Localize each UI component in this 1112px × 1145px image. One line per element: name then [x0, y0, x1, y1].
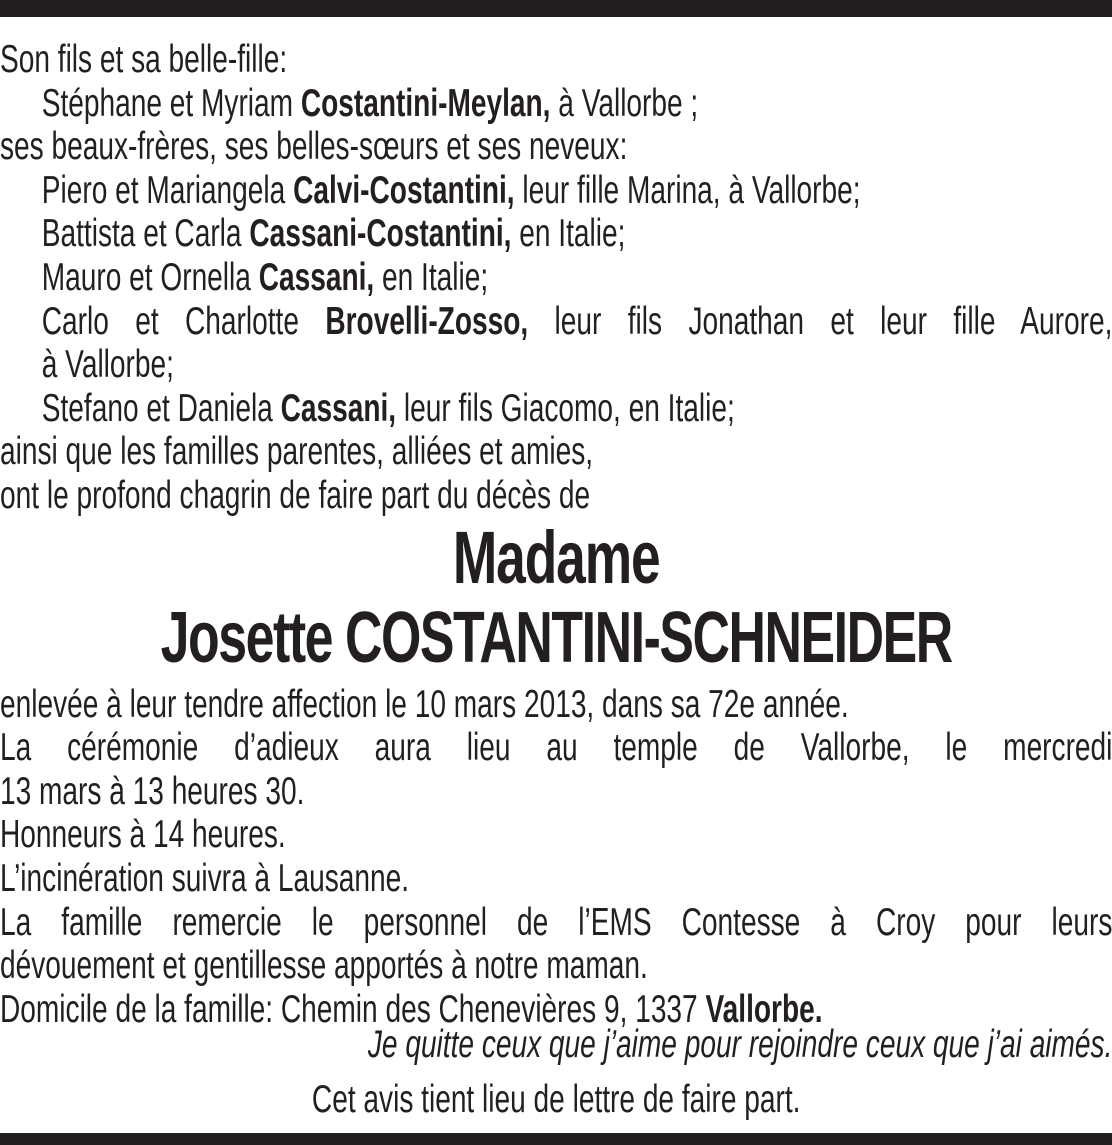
family-line — [0, 256, 1112, 300]
bottom-border-bar — [0, 1133, 1112, 1145]
line-segment: à Vallorbe ; — [550, 81, 699, 125]
line-segment: ont le profond chagrin de faire part du décès de — [0, 473, 591, 517]
line-segment: ainsi que les familles parentes, alliées et amies, — [0, 430, 594, 474]
memorial-quote: Je quitte ceux que j’aime pour rejoindre ceux que j’ai aimés. — [367, 1023, 1112, 1067]
line-segment: Carlo et Charlotte — [41, 299, 326, 343]
family-line — [0, 82, 1112, 126]
line-segment: en Italie; — [374, 255, 489, 299]
line-segment: enlevée à leur tendre affection le 10 mars 2013, dans sa 72e année. — [0, 682, 849, 726]
line-segment: 13 mars à 13 heures 30. — [0, 769, 305, 813]
family-line — [0, 125, 1112, 169]
line-segment: leur fils Giacomo, en Italie; — [396, 386, 735, 430]
family-surname: Cassani, — [258, 255, 375, 299]
line-segment: Mauro et Ornella — [41, 255, 259, 299]
deceased-title-block — [0, 515, 1112, 678]
line-segment: leur fils Jonathan et leur fille Aurore, — [528, 299, 1112, 343]
family-line — [0, 38, 1112, 82]
detail-line — [0, 726, 1112, 770]
family-line — [0, 343, 1112, 387]
line-segment: dévouement et gentillesse apportés à notre maman. — [0, 944, 648, 988]
family-surname: Cassani, — [280, 386, 397, 430]
line-segment: L’incinération suivra à Lausanne. — [0, 856, 410, 900]
detail-line — [0, 813, 1112, 857]
line-segment: Battista et Carla — [41, 212, 250, 256]
line-segment: Stefano et Daniela — [41, 386, 281, 430]
family-line — [0, 300, 1112, 344]
line-segment: Honneurs à 14 heures. — [0, 813, 286, 857]
line-segment: La cérémonie d’adieux aura lieu au temple de Vallorbe, le mercredi — [0, 726, 1112, 770]
family-line — [0, 169, 1112, 213]
closing-line: Cet avis tient lieu de lettre de faire part. — [311, 1077, 801, 1121]
detail-line — [0, 944, 1112, 988]
line-segment: Son fils et sa belle-fille: — [0, 38, 288, 81]
detail-line — [0, 901, 1112, 945]
line-segment: à Vallorbe; — [41, 343, 174, 387]
family-surname: Brovelli-Zosso, — [325, 299, 529, 343]
line-segment: ses beaux-frères, ses belles-sœurs et ses neveux: — [0, 125, 628, 169]
line-segment: Domicile de la famille: Chemin des Chenevières 9, 1337 — [0, 987, 706, 1031]
detail-line — [0, 683, 1112, 727]
family-section — [0, 38, 1112, 518]
line-segment: La famille remercie le personnel de l’EMS Contesse à Croy pour leurs — [0, 900, 1112, 944]
family-surname: Calvi-Costantini, — [293, 168, 515, 212]
line-segment: en Italie; — [511, 212, 626, 256]
family-line — [0, 474, 1112, 518]
line-segment: Stéphane et Myriam — [41, 81, 301, 125]
family-line — [0, 387, 1112, 431]
home-town-bold: Vallorbe. — [705, 987, 823, 1031]
family-line — [0, 430, 1112, 474]
family-surname: Cassani-Costantini, — [249, 212, 512, 256]
detail-line — [0, 857, 1112, 901]
family-surname: Costantini-Meylan, — [300, 81, 551, 125]
deceased-name: Josette COSTANTINI-SCHNEIDER — [160, 597, 952, 678]
line-segment: Piero et Mariangela — [41, 168, 294, 212]
detail-line — [0, 770, 1112, 814]
ceremony-details-section — [0, 683, 1112, 1032]
title-madame: Madame — [452, 515, 660, 599]
family-line — [0, 212, 1112, 256]
line-segment: leur fille Marina, à Vallorbe; — [514, 168, 861, 212]
